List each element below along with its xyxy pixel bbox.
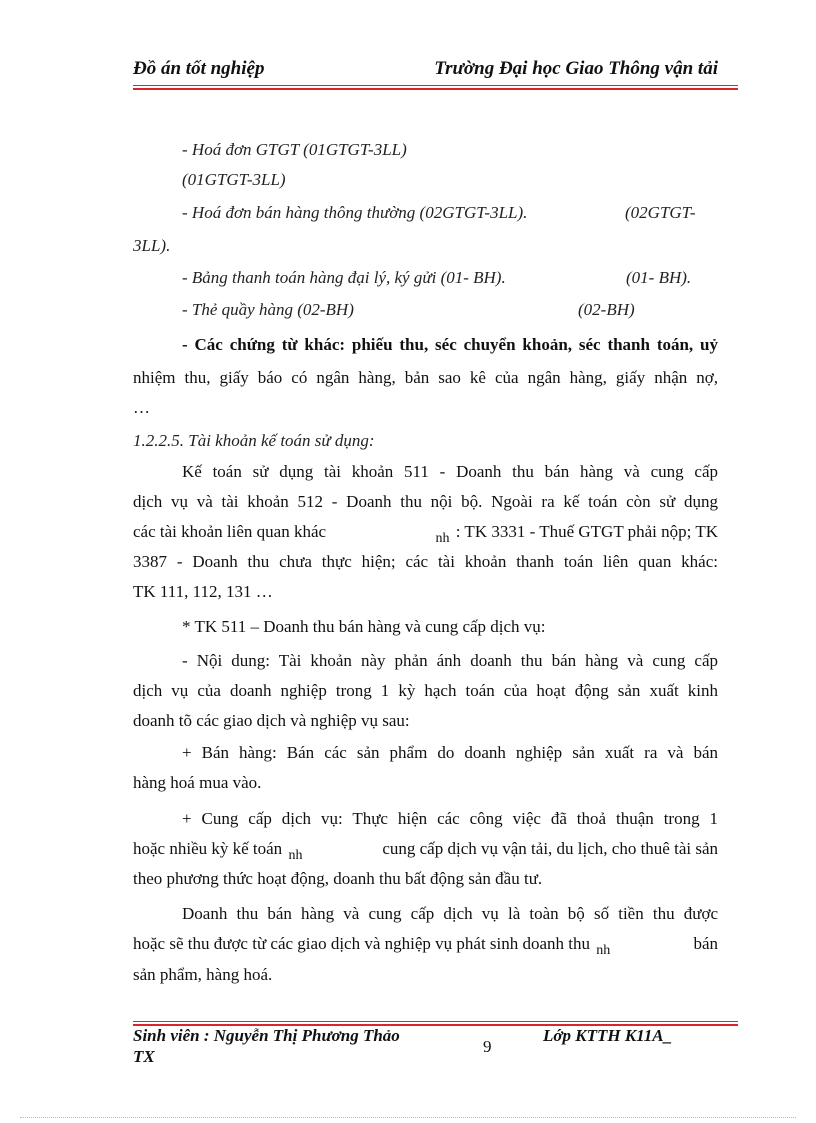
para5-line-3: sản phẩm, hàng hoá. — [133, 965, 273, 984]
para1-line-1: Kế toán sử dụng tài khoản 511 - Doanh thu bán hàng và cung cấp — [182, 462, 718, 481]
abbrev-nh-3: nh — [596, 943, 611, 958]
para4-line-3: theo phương thức hoạt động, doanh thu bất động sản đầu tư. — [133, 869, 543, 888]
para2-line-2: dịch vụ của doanh nghiệp trong 1 kỳ hạch toán của hoạt động sản xuất kinh — [133, 681, 718, 700]
header-left-title: Đồ án tốt nghiệp — [133, 58, 265, 79]
other-docs-line-2: nhiệm thu, giấy báo có ngân hàng, bản sao kê của ngân hàng, giấy nhận nợ, — [133, 368, 718, 387]
para3-line-2: hàng hoá mua vào. — [133, 773, 262, 792]
list-item-counter-card-code: (02-BH) — [578, 300, 635, 319]
para2-line-1: - Nội dung: Tài khoản này phản ánh doanh thu bán hàng và cung cấp — [182, 651, 718, 670]
footer-student-name-cont: TX — [133, 1047, 155, 1066]
para5-line-2 — [133, 934, 718, 958]
section-heading: 1.2.2.5. Tài khoản kế toán sử dụng: — [133, 431, 375, 450]
para4-line-1: + Cung cấp dịch vụ: Thực hiện các công việc đã thoả thuận trong 1 — [182, 809, 718, 828]
para4-line-2-text: hoặc nhiều kỳ kế toán — [133, 839, 283, 858]
list-item-sales-invoice-code: (02GTGT- — [625, 203, 696, 222]
abbrev-nh-2: nh — [288, 848, 303, 863]
para3-line-1: + Bán hàng: Bán các sản phẩm do doanh nghiệp sản xuất ra và bán — [182, 743, 718, 762]
para4-line-2 — [133, 839, 718, 863]
list-item-invoice-code: (01GTGT-3LL) — [182, 170, 286, 189]
para1-line-3-rest — [434, 522, 718, 546]
para5-line-1: Doanh thu bán hàng và cung cấp dịch vụ là toàn bộ số tiền thu được — [182, 904, 718, 923]
footer-student-name: Sinh viên : Nguyễn Thị Phương Thảo — [133, 1026, 400, 1045]
footer-class: Lớp KTTH K11A_ — [543, 1026, 673, 1045]
list-item-invoice-gtgt: - Hoá đơn GTGT (01GTGT-3LL) — [182, 140, 407, 159]
page-bottom-divider — [20, 1117, 796, 1118]
para1-line-2: dịch vụ và tài khoản 512 - Doanh thu nội bộ. Ngoài ra kế toán còn sử dụng — [133, 492, 718, 511]
para2-line-3: doanh tõ các giao dịch và nghiệp vụ sau: — [133, 711, 410, 730]
tk511-title: * TK 511 – Doanh thu bán hàng và cung cấp dịch vụ: — [182, 617, 546, 636]
abbrev-nh: nh — [435, 531, 450, 546]
para1-line-4: 3387 - Doanh thu chưa thực hiện; các tài khoản thanh toán liên quan khác: — [133, 552, 718, 571]
para1-line-5: TK 111, 112, 131 … — [133, 582, 273, 601]
list-item-agency-settlement: - Bảng thanh toán hàng đại lý, ký gửi (01- BH). — [182, 268, 506, 287]
para4-line-2-end: cung cấp dịch vụ vận tải, du lịch, cho thuê tài sản — [382, 839, 718, 858]
other-docs-line-1: - Các chứng từ khác: phiếu thu, séc chuyển khoản, séc thanh toán, uỷ — [182, 335, 718, 354]
other-docs-line-3: … — [133, 398, 150, 417]
para1-line-3 — [133, 522, 718, 546]
list-item-counter-card: - Thẻ quầy hàng (02-BH) — [182, 300, 354, 319]
header-rule-bottom — [133, 88, 738, 90]
para1-line-3-start: các tài khoản liên quan khác — [133, 522, 327, 541]
header-rule-top — [133, 85, 738, 86]
page-number: 9 — [483, 1037, 492, 1056]
para5-line-2-text: hoặc sẽ thu được từ các giao dịch và nghiệp vụ phát sinh doanh thu — [133, 934, 591, 953]
list-item-sales-invoice-code-cont: 3LL). — [133, 236, 171, 255]
list-item-agency-settlement-code: (01- BH). — [626, 268, 692, 287]
list-item-sales-invoice: - Hoá đơn bán hàng thông thường (02GTGT-3LL). — [182, 203, 528, 222]
para1-line-3-end: : TK 3331 - Thuế GTGT phải nộp; TK — [455, 522, 718, 541]
header-right-title: Trường Đại học Giao Thông vận tải — [434, 58, 718, 79]
para5-line-2-start — [133, 934, 612, 958]
para4-line-2-start — [133, 839, 304, 863]
footer-rule-top — [133, 1021, 738, 1022]
para5-line-2-end: bán — [693, 934, 718, 953]
